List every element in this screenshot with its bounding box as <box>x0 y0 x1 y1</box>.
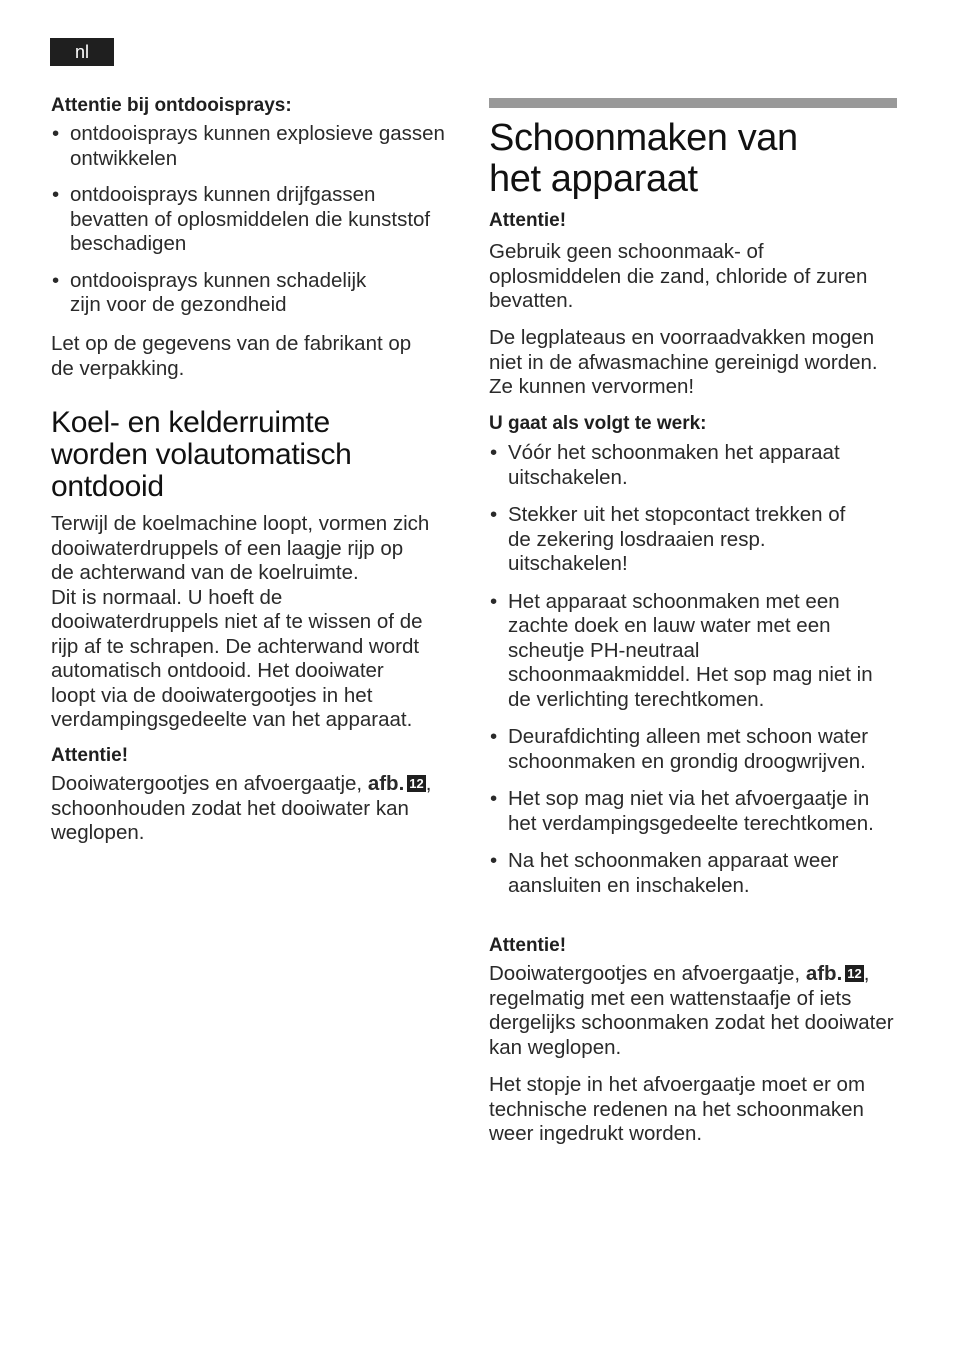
list-item: • Het apparaat schoonmaken met een zachte doek en lauw water met een scheutje PH-neutraal schoonmaakmiddel. Het sop mag niet in de verlichting terechtkomen. <box>489 590 899 713</box>
attention-text: Gebruik geen schoonmaak- of oplosmiddelen die zand, chloride of zuren bevatten. <box>489 240 868 312</box>
language-tag: nl <box>50 38 114 66</box>
warning-heading: Attentie bij ontdooisprays: <box>51 95 292 116</box>
section-title-cleaning <box>489 118 899 200</box>
title-line: worden volautomatisch <box>51 438 352 471</box>
defrost-spray-warning <box>51 94 463 118</box>
title-line: Schoonmaken van <box>489 117 798 159</box>
warning-list <box>51 122 459 318</box>
defrost-body <box>51 512 463 733</box>
body-line: Dit is normaal. U hoeft de <box>51 585 283 609</box>
body-line: loopt via de dooiwatergootjes in het <box>51 683 373 707</box>
title-line: Koel- en kelderruimte <box>51 406 330 439</box>
list-item: • ontdooisprays kunnen drijfgassen bevatten of oplosmiddelen die kunststof beschadigen <box>51 183 459 257</box>
body-line: dooiwaterdruppels niet af te wissen of de <box>51 610 423 633</box>
title-line: het apparaat <box>489 158 698 200</box>
plug-note: Het stopje in het afvoergaatje moet er om technische redenen na het schoonmaken weer ingedrukt worden. <box>489 1073 866 1145</box>
title-line: ontdooid <box>51 470 164 503</box>
figure-ref: afb. <box>367 772 405 795</box>
procedure-heading: U gaat als volgt te werk: <box>489 413 707 434</box>
shelves-note: De legplateaus en voorraadvakken mogen niet in de afwasmachine gereinigd worden. Ze kunnen vervormen! <box>489 326 878 398</box>
list-item: • ontdooisprays kunnen schadelijk zijn voor de gezondheid <box>51 269 459 318</box>
list-item: • Na het schoonmaken apparaat weer aansluiten en inschakelen. <box>489 849 899 898</box>
attention-heading: Attentie! <box>489 210 567 231</box>
list-item: • ontdooisprays kunnen explosieve gassen ontwikkelen <box>51 122 459 171</box>
list-item: • Deurafdichting alleen met schoon water schoonmaken en grondig droogwrijven. <box>489 725 899 774</box>
procedure-list <box>489 441 899 898</box>
list-item: • Vóór het schoonmaken het apparaat uitschakelen. <box>489 441 899 490</box>
figure-ref: afb. <box>805 962 843 985</box>
body-line: automatisch ontdooid. Het dooiwater <box>51 659 384 682</box>
list-item: • Stekker uit het stopcontact trekken of de zekering losdraaien resp. uitschakelen! <box>489 503 899 577</box>
section-divider <box>489 98 897 108</box>
figure-number-badge: 12 <box>847 966 862 981</box>
attention-text: Dooiwatergootjes en afvoergaatje, afb. 12, schoonhouden zodat het dooiwater kan weglopen. <box>51 772 432 844</box>
body-line: de achterwand van de koelruimte. <box>51 561 359 584</box>
attention2-heading: Attentie! <box>489 935 567 956</box>
manufacturer-note: Let op de gegevens van de fabrikant op de verpakking. <box>51 332 412 380</box>
body-line: rijp af te schrapen. De achterwand wordt <box>51 634 420 658</box>
list-item: • Het sop mag niet via het afvoergaatje in het verdampingsgedeelte terechtkomen. <box>489 787 899 836</box>
figure-number-badge: 12 <box>409 776 424 791</box>
body-line: dooiwaterdruppels of een laagje rijp op <box>51 536 404 560</box>
body-line: verdampingsgedeelte van het apparaat. <box>51 708 413 731</box>
body-line: Terwijl de koelmachine loopt, vormen zich <box>51 512 430 535</box>
section-title-defrost <box>51 407 463 503</box>
attention-heading: Attentie! <box>51 745 129 766</box>
attention2-text: Dooiwatergootjes en afvoergaatje, afb. 12, regelmatig met een wattenstaafje of iets dergelijks schoonmaken zodat het dooiwater kan weglopen. <box>489 962 894 1059</box>
